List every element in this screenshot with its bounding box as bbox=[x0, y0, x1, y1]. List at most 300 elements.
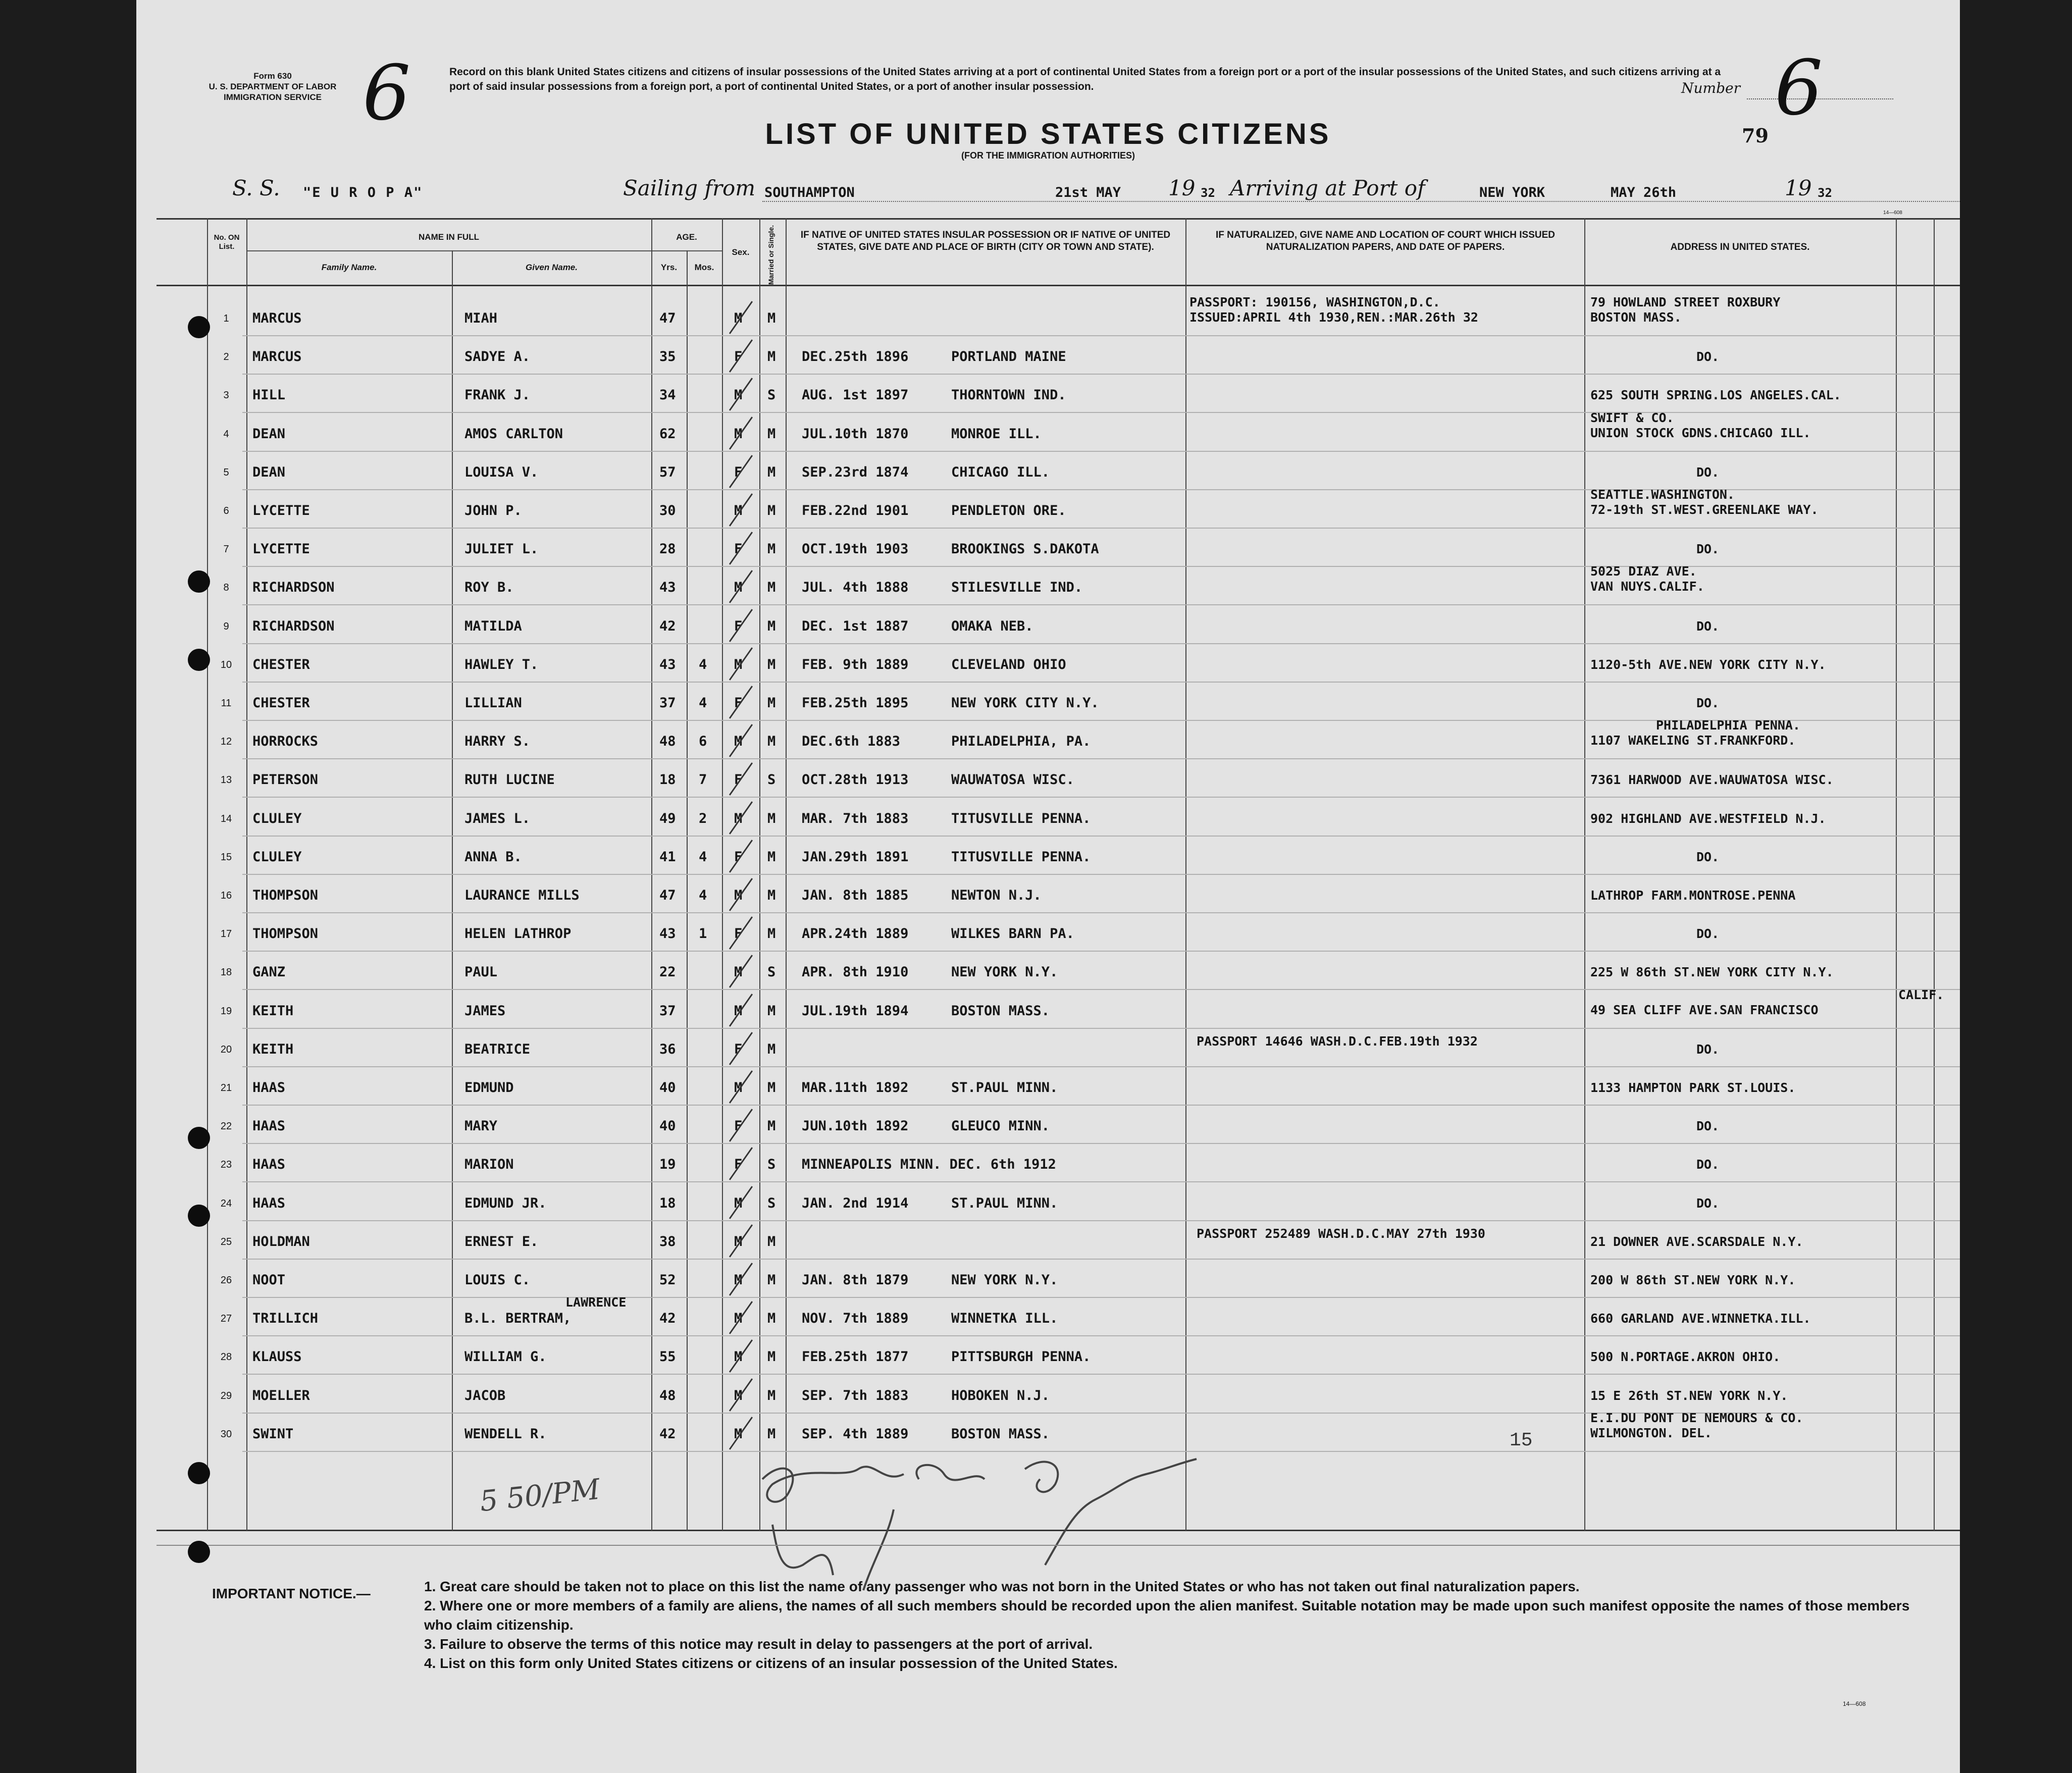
given-name: HARRY S. bbox=[464, 734, 531, 750]
address: 660 GARLAND AVE.WINNETKA.ILL. bbox=[1590, 1311, 1811, 1326]
form-instructions: Record on this blank United States citizens and citizens of insular possessions of the United States arriving at a port of continental United States from a foreign port or a port of the insular possessions of the United States, and such citizens arriving at a port of said insular possessions from a foreign port, a port of continental United States, or a port of another insular possession. bbox=[449, 66, 1721, 92]
row-rule bbox=[242, 1220, 1960, 1221]
row-rule bbox=[242, 797, 1960, 798]
address-line-1: PHILADELPHIA PENNA. bbox=[1656, 718, 1800, 733]
birth-date: JUL.19th 1894 bbox=[802, 1003, 909, 1019]
given-name: LOUISA V. bbox=[464, 464, 539, 480]
row-rule bbox=[242, 1335, 1960, 1336]
sex: M bbox=[734, 1311, 743, 1327]
sex: M bbox=[734, 1233, 743, 1249]
age-years: 48 bbox=[659, 1387, 676, 1403]
check-mark bbox=[729, 878, 753, 911]
name-subheader-line bbox=[246, 250, 687, 251]
given-name: MATILDA bbox=[464, 618, 522, 634]
age-years: 37 bbox=[659, 695, 676, 711]
check-mark bbox=[729, 378, 753, 411]
birth-date: MAR. 7th 1883 bbox=[802, 810, 909, 826]
birth-place: CLEVELAND OHIO bbox=[951, 656, 1066, 672]
birth-place: TITUSVILLE PENNA. bbox=[951, 849, 1091, 865]
age-years: 38 bbox=[659, 1233, 676, 1249]
age-years: 40 bbox=[659, 1080, 676, 1096]
address-line-1: 79 HOWLAND STREET ROXBURY bbox=[1590, 295, 1781, 309]
ship-name: "E U R O P A" bbox=[303, 185, 423, 200]
birth-date: SEP. 7th 1883 bbox=[802, 1387, 909, 1403]
marital-status: M bbox=[767, 464, 776, 480]
marital-status: M bbox=[767, 1041, 776, 1057]
row-number: 10 bbox=[220, 659, 232, 670]
print-code: 14—608 bbox=[1883, 210, 1902, 216]
row-rule bbox=[242, 1028, 1960, 1029]
family-name: MARCUS bbox=[252, 349, 302, 365]
sex: M bbox=[734, 888, 743, 903]
age-years: 47 bbox=[659, 888, 676, 903]
check-mark bbox=[729, 339, 753, 373]
birth-place: HOBOKEN N.J. bbox=[951, 1387, 1050, 1403]
birth-place: WINNETKA ILL. bbox=[951, 1311, 1058, 1327]
birth-place: NEW YORK CITY N.Y. bbox=[951, 695, 1099, 711]
given-name: WENDELL R. bbox=[464, 1426, 547, 1442]
birth-date: OCT.28th 1913 bbox=[802, 772, 909, 788]
arrival-port: NEW YORK bbox=[1479, 185, 1545, 200]
given-name: LOUIS C. bbox=[464, 1272, 531, 1288]
birth-date: JUL. 4th 1888 bbox=[802, 580, 909, 596]
address: DO. bbox=[1696, 1041, 1720, 1057]
row-number: 14 bbox=[220, 813, 232, 824]
family-name: THOMPSON bbox=[252, 926, 319, 942]
check-mark bbox=[729, 1109, 753, 1142]
birth-date: SEP. 4th 1889 bbox=[802, 1426, 909, 1442]
check-mark bbox=[729, 1417, 753, 1450]
row-rule bbox=[242, 1105, 1960, 1106]
given-name: JOHN P. bbox=[464, 503, 522, 518]
row-number: 12 bbox=[220, 736, 232, 748]
sex: F bbox=[734, 695, 743, 711]
family-name: LYCETTE bbox=[252, 503, 310, 518]
header-birth: IF NATIVE OF UNITED STATES INSULAR POSSESSION OR IF NATIVE OF UNITED STATES, GIVE DATE AND PLACE OF BIRTH (CITY OR TOWN AND STATE). bbox=[800, 230, 1171, 252]
birth-place: PENDLETON ORE. bbox=[951, 503, 1066, 518]
birth-place: MONROE ILL. bbox=[951, 426, 1042, 442]
age-years: 41 bbox=[659, 849, 676, 865]
birth-place: BOSTON MASS. bbox=[951, 1426, 1050, 1442]
departure-port: SOUTHAMPTON bbox=[764, 185, 855, 200]
sex: F bbox=[734, 772, 743, 788]
row-number: 11 bbox=[221, 698, 232, 709]
family-name: CLULEY bbox=[252, 810, 302, 826]
family-name: DEAN bbox=[252, 426, 286, 442]
check-mark bbox=[729, 840, 753, 873]
given-name: FRANK J. bbox=[464, 387, 531, 403]
sheet-number: 79 bbox=[1742, 124, 1769, 147]
family-name: MOELLER bbox=[252, 1387, 310, 1403]
birth-date: FEB. 9th 1889 bbox=[802, 656, 909, 672]
address: DO. bbox=[1696, 542, 1720, 557]
table-top-border bbox=[157, 218, 1960, 220]
marital-status: M bbox=[767, 656, 776, 672]
birth-date: DEC. 1st 1887 bbox=[802, 618, 909, 634]
sex: M bbox=[734, 1195, 743, 1211]
row-number: 17 bbox=[220, 928, 232, 940]
family-name: HAAS bbox=[252, 1157, 286, 1173]
birth-date: SEP.23rd 1874 bbox=[802, 464, 909, 480]
family-name: RICHARDSON bbox=[252, 618, 335, 634]
sex: F bbox=[734, 1118, 743, 1134]
column-divider bbox=[452, 250, 453, 1531]
age-months: 4 bbox=[699, 849, 707, 865]
given-name: HAWLEY T. bbox=[464, 656, 539, 672]
given-name: JAMES bbox=[464, 1003, 506, 1019]
age-years: 19 bbox=[659, 1157, 676, 1173]
marital-status: M bbox=[767, 541, 776, 557]
family-name: GANZ bbox=[252, 964, 286, 980]
address: 1120-5th AVE.NEW YORK CITY N.Y. bbox=[1590, 657, 1826, 672]
row-rule bbox=[242, 836, 1960, 837]
marital-status: M bbox=[767, 926, 776, 942]
marital-status: M bbox=[767, 695, 776, 711]
punch-hole bbox=[188, 1541, 210, 1563]
given-name: HELEN LATHROP bbox=[464, 926, 572, 942]
punch-hole bbox=[188, 570, 210, 593]
row-number: 2 bbox=[223, 351, 229, 363]
sex: F bbox=[734, 926, 743, 942]
birth-date: DEC.25th 1896 bbox=[802, 349, 909, 365]
age-months: 4 bbox=[699, 695, 707, 711]
naturalization-info: PASSPORT 14646 WASH.D.C.FEB.19th 1932 bbox=[1197, 1033, 1478, 1049]
row-rule bbox=[242, 1374, 1960, 1375]
row-rule bbox=[242, 758, 1960, 759]
birth-date: MAR.11th 1892 bbox=[802, 1080, 909, 1096]
marital-status: M bbox=[767, 1349, 776, 1365]
age-months: 2 bbox=[699, 810, 707, 826]
address: 625 SOUTH SPRING.LOS ANGELES.CAL. bbox=[1590, 388, 1841, 403]
address-line-2: BOSTON MASS. bbox=[1590, 310, 1682, 325]
age-years: 30 bbox=[659, 503, 676, 518]
sex: F bbox=[734, 618, 743, 634]
given-name: ANNA B. bbox=[464, 849, 522, 865]
birth-place: OMAKA NEB. bbox=[951, 618, 1033, 634]
naturalization-info: PASSPORT 252489 WASH.D.C.MAY 27th 1930 bbox=[1197, 1226, 1485, 1241]
check-mark bbox=[729, 801, 753, 835]
birth-date: AUG. 1st 1897 bbox=[802, 387, 909, 403]
age-years: 62 bbox=[659, 426, 676, 442]
row-number: 25 bbox=[220, 1236, 232, 1247]
header-years: Yrs. bbox=[660, 263, 678, 272]
row-number: 8 bbox=[223, 582, 229, 594]
birth-place: PITTSBURGH PENNA. bbox=[951, 1349, 1091, 1365]
family-name: RICHARDSON bbox=[252, 580, 335, 596]
sex: M bbox=[734, 310, 743, 326]
marital-status: M bbox=[767, 849, 776, 865]
service-name: IMMIGRATION SERVICE bbox=[224, 92, 322, 102]
address: DO. bbox=[1696, 618, 1720, 634]
given-name: SADYE A. bbox=[464, 349, 531, 365]
arrival-date: MAY 26th bbox=[1611, 185, 1677, 200]
header-address: ADDRESS IN UNITED STATES. bbox=[1670, 242, 1810, 252]
birth-date: FEB.25th 1877 bbox=[802, 1349, 909, 1365]
column-divider bbox=[687, 250, 688, 1531]
check-mark bbox=[729, 763, 753, 796]
footer-rule bbox=[157, 1545, 1960, 1546]
year-prefix-2: 19 bbox=[1785, 176, 1812, 200]
row-number: 15 bbox=[220, 851, 232, 863]
page-title: LIST OF UNITED STATES CITIZENS bbox=[765, 118, 1331, 150]
marital-status: M bbox=[767, 349, 776, 365]
notice-item-2: 2. Where one or more members of a family are aliens, the names of all such members should be recorded upon the alien manifest. Suitable notation may be made upon such manifest opposite the names of those members who claim citizenship. bbox=[424, 1598, 1910, 1633]
header-family-name: Family Name. bbox=[321, 263, 377, 272]
birth-date: JAN. 8th 1885 bbox=[802, 888, 909, 903]
address: 902 HIGHLAND AVE.WESTFIELD N.J. bbox=[1590, 811, 1826, 826]
sex: M bbox=[734, 964, 743, 980]
address-line-2: WILMONGTON. DEL. bbox=[1590, 1425, 1712, 1440]
row-rule bbox=[242, 989, 1960, 990]
time-annotation: 5 50/PM bbox=[478, 1473, 602, 1519]
check-mark bbox=[729, 1340, 753, 1373]
sex: F bbox=[734, 541, 743, 557]
header-sex: Sex. bbox=[732, 247, 750, 257]
marital-status: M bbox=[767, 310, 776, 326]
marital-status: M bbox=[767, 503, 776, 518]
address-line-2: VAN NUYS.CALIF. bbox=[1590, 579, 1704, 594]
family-name: DEAN bbox=[252, 464, 286, 480]
row-rule bbox=[242, 412, 1960, 413]
row-rule bbox=[242, 1066, 1960, 1067]
address: 1133 HAMPTON PARK ST.LOUIS. bbox=[1590, 1080, 1796, 1095]
birth-date: OCT.19th 1903 bbox=[802, 541, 909, 557]
birth-place: NEWTON N.J. bbox=[951, 888, 1042, 903]
age-years: 35 bbox=[659, 349, 676, 365]
given-name: ERNEST E. bbox=[464, 1233, 539, 1249]
row-rule bbox=[242, 335, 1960, 336]
naturalization-info: PASSPORT: 190156, WASHINGTON,D.C. bbox=[1189, 295, 1440, 309]
given-name: MARY bbox=[464, 1118, 498, 1134]
notice-items bbox=[424, 1577, 1919, 1673]
sex: M bbox=[734, 734, 743, 750]
row-number: 27 bbox=[220, 1313, 232, 1325]
check-mark bbox=[729, 609, 753, 642]
family-name: HORROCKS bbox=[252, 734, 319, 750]
sex: M bbox=[734, 1387, 743, 1403]
age-years: 43 bbox=[659, 656, 676, 672]
birth-date: JAN.29th 1891 bbox=[802, 849, 909, 865]
handwritten-number-left: 6 bbox=[362, 49, 411, 137]
marital-status: M bbox=[767, 1118, 776, 1134]
address-line-1: SEATTLE.WASHINGTON. bbox=[1590, 487, 1735, 502]
age-months: 6 bbox=[699, 734, 707, 750]
marital-status: S bbox=[767, 387, 776, 403]
header-married-single: Married or Single. bbox=[767, 225, 775, 285]
address: 500 N.PORTAGE.AKRON OHIO. bbox=[1590, 1349, 1781, 1365]
department-name: U. S. DEPARTMENT OF LABOR bbox=[209, 82, 337, 91]
family-name: CLULEY bbox=[252, 849, 302, 865]
marital-status: S bbox=[767, 1195, 776, 1211]
given-name: WILLIAM G. bbox=[464, 1349, 547, 1365]
row-number: 21 bbox=[220, 1082, 232, 1093]
row-number: 5 bbox=[223, 466, 229, 478]
header-given-name: Given Name. bbox=[526, 263, 578, 272]
footer-code: 14—608 bbox=[1843, 1700, 1866, 1707]
marital-status: M bbox=[767, 1311, 776, 1327]
address: DO. bbox=[1696, 464, 1720, 480]
sex: M bbox=[734, 580, 743, 596]
row-rule bbox=[242, 951, 1960, 952]
header-list-number: No. ON List. bbox=[214, 233, 240, 251]
given-name: EDMUND JR. bbox=[464, 1195, 547, 1211]
family-name: HAAS bbox=[252, 1195, 286, 1211]
row-rule bbox=[242, 451, 1960, 452]
header-bottom-border bbox=[157, 285, 1960, 286]
sex: F bbox=[734, 464, 743, 480]
check-mark bbox=[729, 724, 753, 757]
address: 200 W 86th ST.NEW YORK N.Y. bbox=[1590, 1273, 1796, 1287]
given-name: PAUL bbox=[464, 964, 498, 980]
punch-hole bbox=[188, 649, 210, 671]
sex: M bbox=[734, 1080, 743, 1096]
family-name: NOOT bbox=[252, 1272, 286, 1288]
sex: M bbox=[734, 1003, 743, 1019]
given-name: LAURANCE MILLS bbox=[464, 888, 580, 903]
marital-status: M bbox=[767, 734, 776, 750]
check-mark bbox=[729, 916, 753, 950]
row-number: 30 bbox=[220, 1428, 232, 1440]
birth-place: STILESVILLE IND. bbox=[951, 580, 1083, 596]
family-name: LYCETTE bbox=[252, 541, 310, 557]
row-rule bbox=[242, 874, 1960, 875]
address: DO. bbox=[1696, 1119, 1720, 1134]
row-rule bbox=[242, 1297, 1960, 1298]
birth-place: BOSTON MASS. bbox=[951, 1003, 1050, 1019]
marital-status: S bbox=[767, 772, 776, 788]
family-name: KEITH bbox=[252, 1003, 294, 1019]
row-number: 3 bbox=[223, 390, 229, 401]
marital-status: S bbox=[767, 964, 776, 980]
check-mark bbox=[729, 570, 753, 604]
birth-place: CHICAGO ILL. bbox=[951, 464, 1050, 480]
row-number: 29 bbox=[220, 1390, 232, 1401]
given-name: B.L. BERTRAM, bbox=[464, 1311, 572, 1327]
birth-place: BROOKINGS S.DAKOTA bbox=[951, 541, 1099, 557]
address: DO. bbox=[1696, 1195, 1720, 1211]
age-years: 42 bbox=[659, 618, 676, 634]
sex: F bbox=[734, 849, 743, 865]
row-rule bbox=[242, 374, 1960, 375]
row-number: 26 bbox=[220, 1275, 232, 1286]
naturalization-info-2: ISSUED:APRIL 4th 1930,REN.:MAR.26th 32 bbox=[1189, 310, 1478, 325]
family-name: TRILLICH bbox=[252, 1311, 319, 1327]
age-years: 43 bbox=[659, 580, 676, 596]
notice-item-1: 1. Great care should be taken not to place on this list the name of any passenger who was not born in the United States or who has not taken out final naturalization papers. bbox=[424, 1579, 1580, 1594]
check-mark bbox=[729, 1224, 753, 1258]
punch-hole bbox=[188, 1127, 210, 1149]
birth-place: PORTLAND MAINE bbox=[951, 349, 1066, 365]
birth-place: PHILADELPHIA, PA. bbox=[951, 734, 1091, 750]
punch-hole bbox=[188, 1462, 210, 1484]
age-months: 7 bbox=[699, 772, 707, 788]
age-years: 36 bbox=[659, 1041, 676, 1057]
voyage-line bbox=[762, 201, 1960, 202]
stamp-15: 15 bbox=[1510, 1430, 1533, 1451]
family-name: PETERSON bbox=[252, 772, 319, 788]
row-number: 23 bbox=[220, 1159, 232, 1171]
birth-place: TITUSVILLE PENNA. bbox=[951, 810, 1091, 826]
row-number: 6 bbox=[223, 505, 229, 516]
check-mark bbox=[729, 1032, 753, 1065]
row-rule bbox=[242, 1181, 1960, 1182]
sex: M bbox=[734, 503, 743, 518]
row-rule bbox=[242, 566, 1960, 567]
family-name: CHESTER bbox=[252, 695, 310, 711]
address: LATHROP FARM.MONTROSE.PENNA bbox=[1590, 888, 1796, 903]
given-name: JACOB bbox=[464, 1387, 506, 1403]
age-years: 37 bbox=[659, 1003, 676, 1019]
check-mark bbox=[729, 647, 753, 681]
check-mark bbox=[729, 493, 753, 527]
address-line-1: CALIF. bbox=[1898, 987, 1944, 1002]
birth-date: MINNEAPOLIS MINN. DEC. 6th 1912 bbox=[802, 1157, 1056, 1173]
row-rule bbox=[242, 643, 1960, 644]
family-name: HAAS bbox=[252, 1118, 286, 1134]
sex: M bbox=[734, 1349, 743, 1365]
departure-year: 32 bbox=[1201, 186, 1215, 200]
age-months: 4 bbox=[699, 656, 707, 672]
age-months: 4 bbox=[699, 888, 707, 903]
row-number: 22 bbox=[220, 1121, 232, 1132]
handwritten-number-right: 6 bbox=[1775, 44, 1823, 132]
address-line-2: 49 SEA CLIFF AVE.SAN FRANCISCO bbox=[1590, 1002, 1819, 1017]
header-name-in-full: NAME IN FULL bbox=[419, 232, 479, 242]
marital-status: M bbox=[767, 618, 776, 634]
address: DO. bbox=[1696, 849, 1720, 864]
marital-status: M bbox=[767, 426, 776, 442]
birth-date: JUN.10th 1892 bbox=[802, 1118, 909, 1134]
age-years: 34 bbox=[659, 387, 676, 403]
age-years: 42 bbox=[659, 1426, 676, 1442]
address: 21 DOWNER AVE.SCARSDALE N.Y. bbox=[1590, 1234, 1803, 1249]
punch-hole bbox=[188, 1205, 210, 1227]
departure-date: 21st MAY bbox=[1055, 185, 1121, 200]
sex: M bbox=[734, 810, 743, 826]
given-name: BEATRICE bbox=[464, 1041, 531, 1057]
address: 7361 HARWOOD AVE.WAUWATOSA WISC. bbox=[1590, 772, 1834, 788]
check-mark bbox=[729, 1148, 753, 1181]
notice-heading: IMPORTANT NOTICE.— bbox=[212, 1586, 371, 1601]
marital-status: S bbox=[767, 1157, 776, 1173]
given-name: RUTH LUCINE bbox=[464, 772, 555, 788]
age-years: 40 bbox=[659, 1118, 676, 1134]
sex: F bbox=[734, 1041, 743, 1057]
birth-place: GLEUCO MINN. bbox=[951, 1118, 1050, 1134]
birth-place: THORNTOWN IND. bbox=[951, 387, 1066, 403]
birth-date: NOV. 7th 1889 bbox=[802, 1311, 909, 1327]
page-subtitle: (FOR THE IMMIGRATION AUTHORITIES) bbox=[961, 150, 1135, 161]
row-number: 7 bbox=[223, 544, 229, 555]
marital-status: M bbox=[767, 1003, 776, 1019]
address-line-1: 5025 DIAZ AVE. bbox=[1590, 564, 1697, 579]
address-line-2: UNION STOCK GDNS.CHICAGO ILL. bbox=[1590, 425, 1811, 440]
birth-date: JAN. 8th 1879 bbox=[802, 1272, 909, 1288]
given-name: LILLIAN bbox=[464, 695, 522, 711]
age-years: 18 bbox=[659, 1195, 676, 1211]
row-number: 28 bbox=[220, 1351, 232, 1363]
family-name: HOLDMAN bbox=[252, 1233, 310, 1249]
birth-place: ST.PAUL MINN. bbox=[951, 1080, 1058, 1096]
row-rule bbox=[242, 912, 1960, 913]
marital-status: M bbox=[767, 1080, 776, 1096]
sex: M bbox=[734, 656, 743, 672]
birth-date: JAN. 2nd 1914 bbox=[802, 1195, 909, 1211]
sex: M bbox=[734, 1272, 743, 1288]
check-mark bbox=[729, 455, 753, 488]
check-mark bbox=[729, 994, 753, 1027]
check-mark bbox=[729, 301, 753, 334]
